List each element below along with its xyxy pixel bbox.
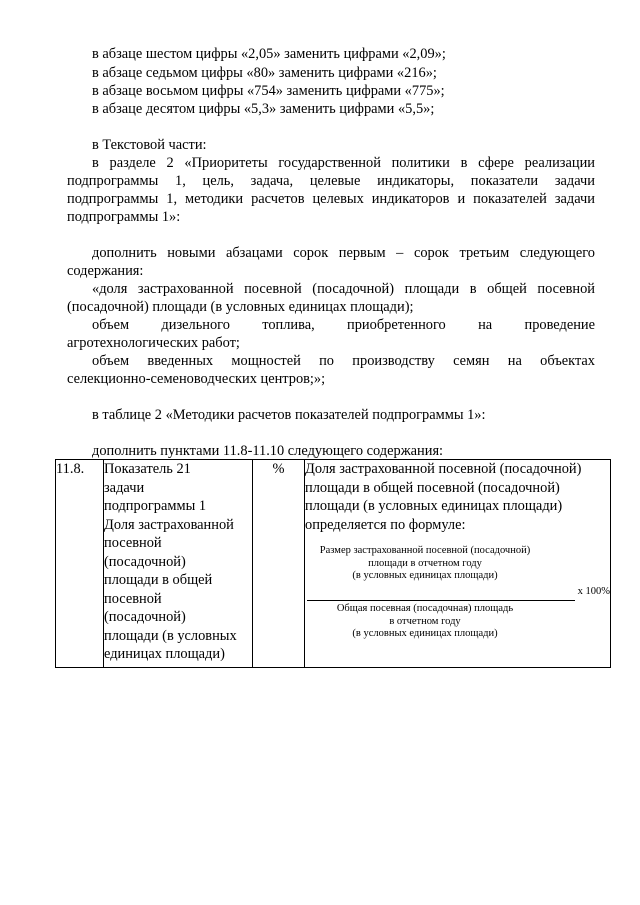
item-number-cell [56,460,104,668]
method-line: определяется по формуле: [305,516,466,533]
indicator-name-line: (посадочной) [104,553,186,570]
paragraph: в таблице 2 «Методики расчетов показателей подпрограммы 1»: [92,407,486,423]
paragraph: дополнить пунктами 11.8-11.10 следующего содержания: [92,443,444,459]
method-cell [305,460,611,668]
indicator-name-line: Показатель 21 [104,461,191,477]
paragraph: в абзаце десятом цифры «5,3» заменить цифрами «5,5»; [92,101,435,117]
indicator-name-line: площади в общей [104,572,213,588]
paragraph: в абзаце шестом цифры «2,05» заменить цифрами «2,09»; [92,46,446,62]
indicator-name-line: задачи [104,479,145,496]
numerator-line: (в условных единицах площади) [352,570,498,581]
item-number: 11.8. [56,461,85,477]
paragraph-line: (посадочной) площади (в условных единицах площади); [67,299,414,315]
paragraph-line: агротехнологических работ; [67,335,240,351]
table-row [56,460,611,668]
indicator-name-cell [104,460,253,668]
paragraph-line: содержания: [67,263,144,279]
paragraph-line: дополнить новыми абзацами сорок первым – сорок третьим следующего [92,245,595,261]
formula-denominator [305,603,545,641]
fraction-bar [307,596,575,601]
unit-cell [253,460,305,668]
paragraph-line: подпрограммы 1, цель, задача, целевые индикаторы, показатели задачи [67,173,595,189]
paragraph: в абзаце седьмом цифры «80» заменить цифрами «216»; [92,65,437,81]
paragraph-line: объем дизельного топлива, приобретенного на проведение [92,317,595,333]
paragraph: в Текстовой части: [92,137,207,153]
indicator-name-line: площади (в условных [104,627,237,644]
method-line: площади (в условных единицах площади) [305,498,563,514]
method-line: площади в общей посевной (посадочной) [305,479,560,496]
indicator-name-line: посевной [104,590,162,607]
indicator-name-line: Доля застрахованной [104,516,234,533]
denominator-line: Общая посевная (посадочная) площадь [336,603,514,614]
multiplier: х 100% [577,585,610,597]
indicator-name-line: единицах площади) [104,646,225,662]
denominator-line: (в условных единицах площади) [352,628,498,639]
indicator-name-line: подпрограммы 1 [104,498,207,514]
paragraph-line: объем введенных мощностей по производству семян на объектах [92,353,595,369]
paragraph-line: селекционно-семеноводческих центров;»; [67,371,326,387]
indicator-name-line: посевной [104,535,162,551]
paragraph-line: подпрограммы 1»: [67,209,181,225]
denominator-line: в отчетном году [389,615,461,627]
numerator-line: площади в отчетном году [368,557,482,569]
unit-label: % [272,461,285,477]
formula-numerator [305,545,545,583]
paragraph-line: в разделе 2 «Приоритеты государственной политики в сфере реализации [92,155,595,171]
numerator-line: Размер застрахованной посевной (посадочной) [319,545,531,556]
paragraph-line: подпрограммы 1, методики расчетов целевых индикаторов и показателей задачи [67,191,595,207]
formula [305,545,610,641]
method-line: Доля застрахованной посевной (посадочной) [305,461,582,477]
paragraph: в абзаце восьмом цифры «754» заменить цифрами «775»; [92,83,445,99]
paragraph-line: «доля застрахованной посевной (посадочной) площади в общей посевной [92,281,595,297]
indicator-name-line: (посадочной) [104,609,186,625]
methods-table [55,459,611,668]
fraction-bar-row [305,583,610,602]
